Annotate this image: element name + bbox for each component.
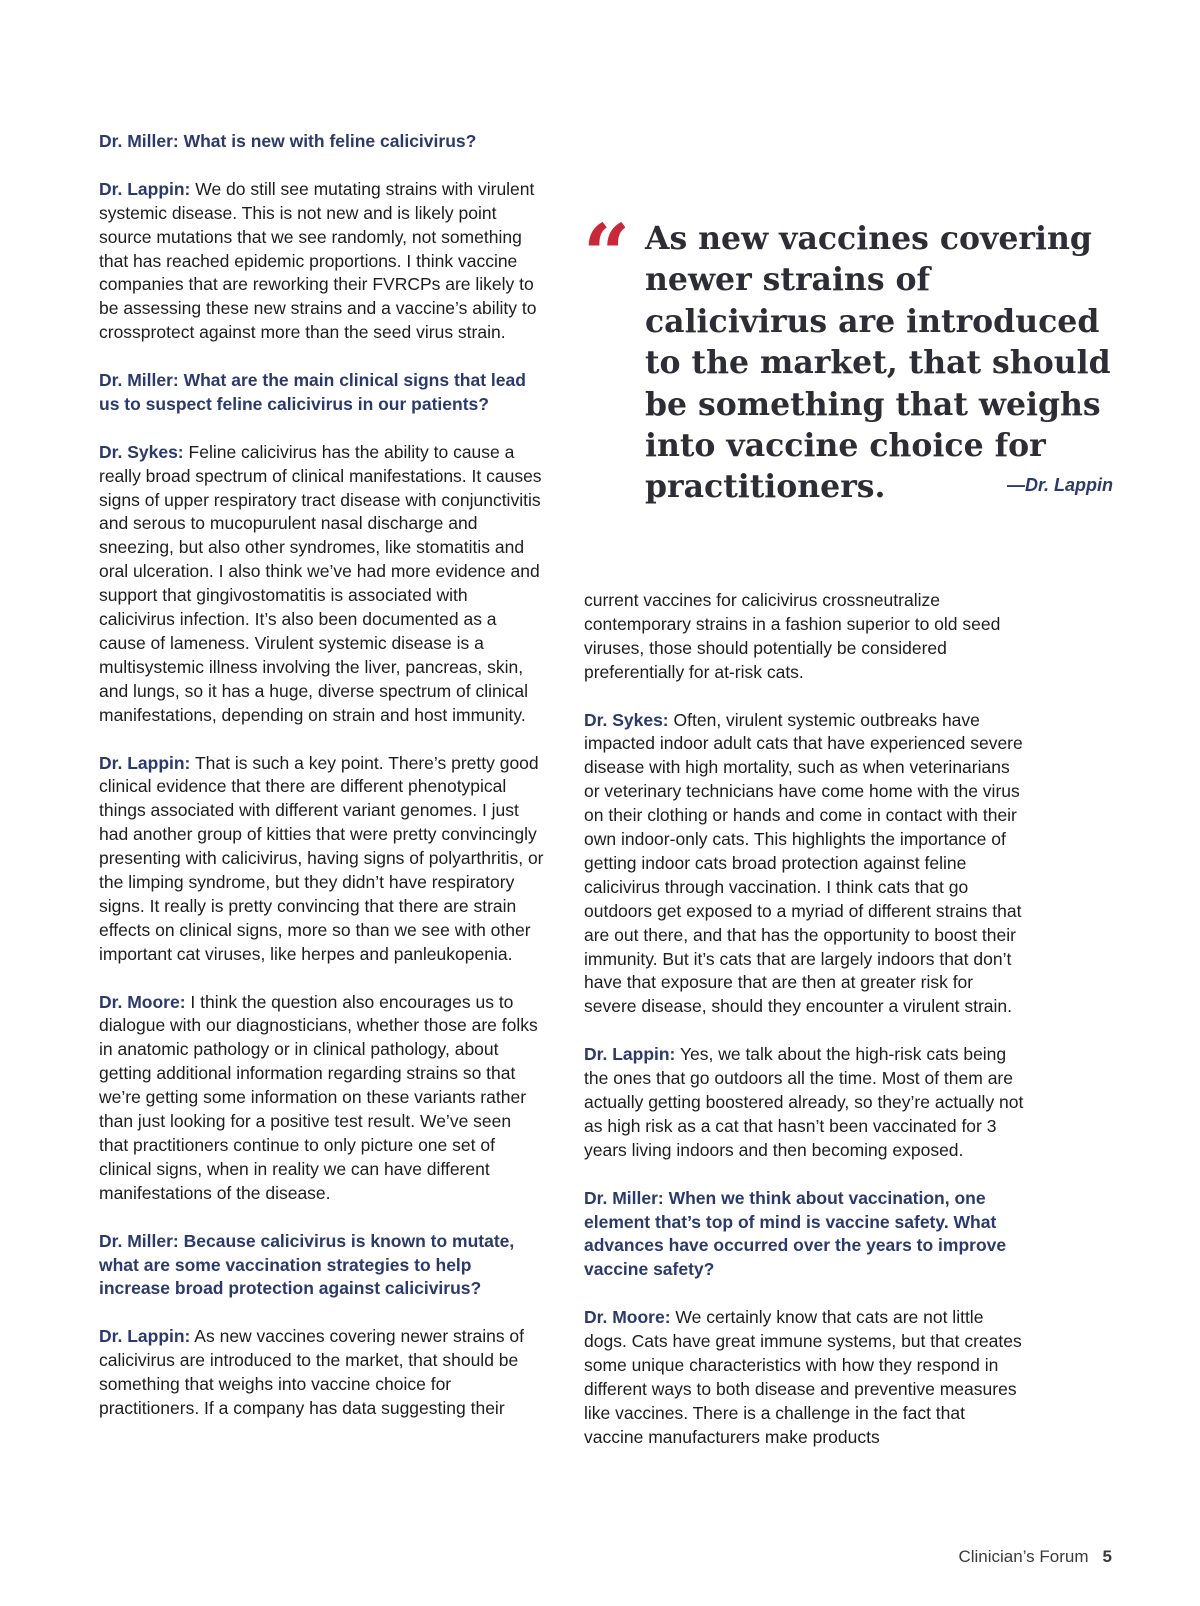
answer-paragraph [584,1043,1029,1163]
speaker-label: Dr. Sykes: [584,709,669,730]
answer-text: We certainly know that cats are not little dogs. Cats have great immune systems, but that creates some unique characteristics with how they respond in different ways to both disease and preventive measures like vaccines. There is a challenge in the fact that vaccine manufacturers make products [584,1307,1022,1447]
page-number: 5 [1102,1547,1112,1566]
quote-mark-icon: “ [583,207,625,303]
answer-paragraph [99,752,544,967]
pull-quote [583,207,1113,508]
answer-paragraph [584,709,1029,1020]
question-vaccination-strategies: Dr. Miller: Because calicivirus is known to mutate, what are some vaccination strategies to help increase broad protection against calicivirus? [99,1230,515,1299]
answer-text: I think the question also encourages us to dialogue with our diagnosticians, whether those are folks in anatomic pathology or in clinical pathology, about getting additional information regarding strains so that we’re getting some information on these variants rather than just looking for a positive test result. We’ve seen that practitioners continue to only picture one set of clinical signs, when in reality we can have different manifestations of the disease. [99,991,538,1203]
answer-text: That is such a key point. There’s pretty good clinical evidence that there are different phenotypical things associated with different variant genomes. I just had another group of kitties that were pretty convincingly presenting with calicivirus, having signs of polyarthritis, or the limping syndrome, but they didn’t have respiratory signs. It really is pretty convincing that there are strain effects on clinical signs, more so than we see with other important cat viruses, like herpes and panleukopenia. [99,752,544,964]
left-column [99,130,544,1445]
continued-paragraph: current vaccines for calicivirus crossneutralize contemporary strains in a fashion superior to old seed viruses, those should potentially be considered preferentially for at-risk cats. [584,590,1001,682]
pull-quote-text: As new vaccines covering newer strains of calicivirus are introduced to the market, that should be something that weighs into vaccine choice for practitioners. [645,220,1111,506]
footer-section-title: Clinician’s Forum [958,1547,1089,1566]
answer-paragraph [584,1306,1029,1449]
answer-text: Often, virulent systemic outbreaks have impacted indoor adult cats that have experienced severe disease with high mortality, such as when veterinarians or veterinary technicians have come home with the virus on their clothing or hands and come in contact with their own indoor-only cats. This highlights the importance of getting indoor cats broad protection against feline calicivirus through vaccination. I think cats that go outdoors get exposed to a myriad of different strains that are out there, and that has the opportunity to boost their immunity. But it’s cats that are largely indoors that don’t have that exposure that are then at greater risk for severe disease, should they encounter a virulent strain. [584,709,1023,1017]
question-clinical-signs: Dr. Miller: What are the main clinical signs that lead us to suspect feline calicivirus in our patients? [99,370,526,414]
answer-paragraph [99,1325,544,1421]
question-vaccine-safety: Dr. Miller: When we think about vaccination, one element that’s top of mind is vaccine safety. What advances have occurred over the years to improve vaccine safety? [584,1187,1007,1280]
speaker-label: Dr. Lappin: [584,1044,676,1065]
speaker-label: Dr. Lappin: [99,1326,191,1347]
answer-text: Feline calicivirus has the ability to cause a really broad spectrum of clinical manifestations. It causes signs of upper respiratory tract disease with conjunctivitis and serous to mucopurulent nasal discharge and sneezing, but also other syndromes, like stomatitis and oral ulceration. I also think we’ve had more evidence and support that gingivostomatitis is associated with calicivirus infection. It’s also been documented as a cause of lameness. Virulent systemic disease is a multisystemic illness involving the liver, pancreas, skin, and lungs, so it has a huge, diverse spectrum of clinical manifestations, depending on strain and host immunity. [99,441,542,725]
answer-text: Yes, we talk about the high-risk cats being the ones that go outdoors all the time. Most of them are actually getting boostered already, so they’re actually not as high risk as a cat that hasn’t been vaccinated for 3 years living indoors and then becoming exposed. [584,1044,1024,1160]
answer-text: We do still see mutating strains with virulent systemic disease. This is not new and is likely point source mutations that we see randomly, not something that has reached epidemic proportions. I think vaccine companies that are reworking their FVRCPs are likely to be assessing these new strains and a vaccine’s ability to crossprotect against more than the seed virus strain. [99,178,537,343]
speaker-label: Dr. Lappin: [99,178,191,199]
question-calicivirus-new: Dr. Miller: What is new with feline calicivirus? [99,131,477,151]
answer-paragraph [99,441,544,728]
pull-quote-attribution: —Dr. Lappin [1006,475,1113,495]
answer-paragraph [99,178,544,345]
right-column [584,589,1029,1473]
speaker-label: Dr. Lappin: [99,752,191,773]
speaker-label: Dr. Moore: [99,991,186,1012]
speaker-label: Dr. Moore: [584,1307,671,1328]
answer-text: As new vaccines covering newer strains of calicivirus are introduced to the market, that should be something that weighs into vaccine choice for practitioners. If a company has data suggesting their [99,1326,525,1418]
page-footer [958,1547,1112,1567]
speaker-label: Dr. Sykes: [99,441,184,462]
answer-paragraph [99,991,544,1206]
